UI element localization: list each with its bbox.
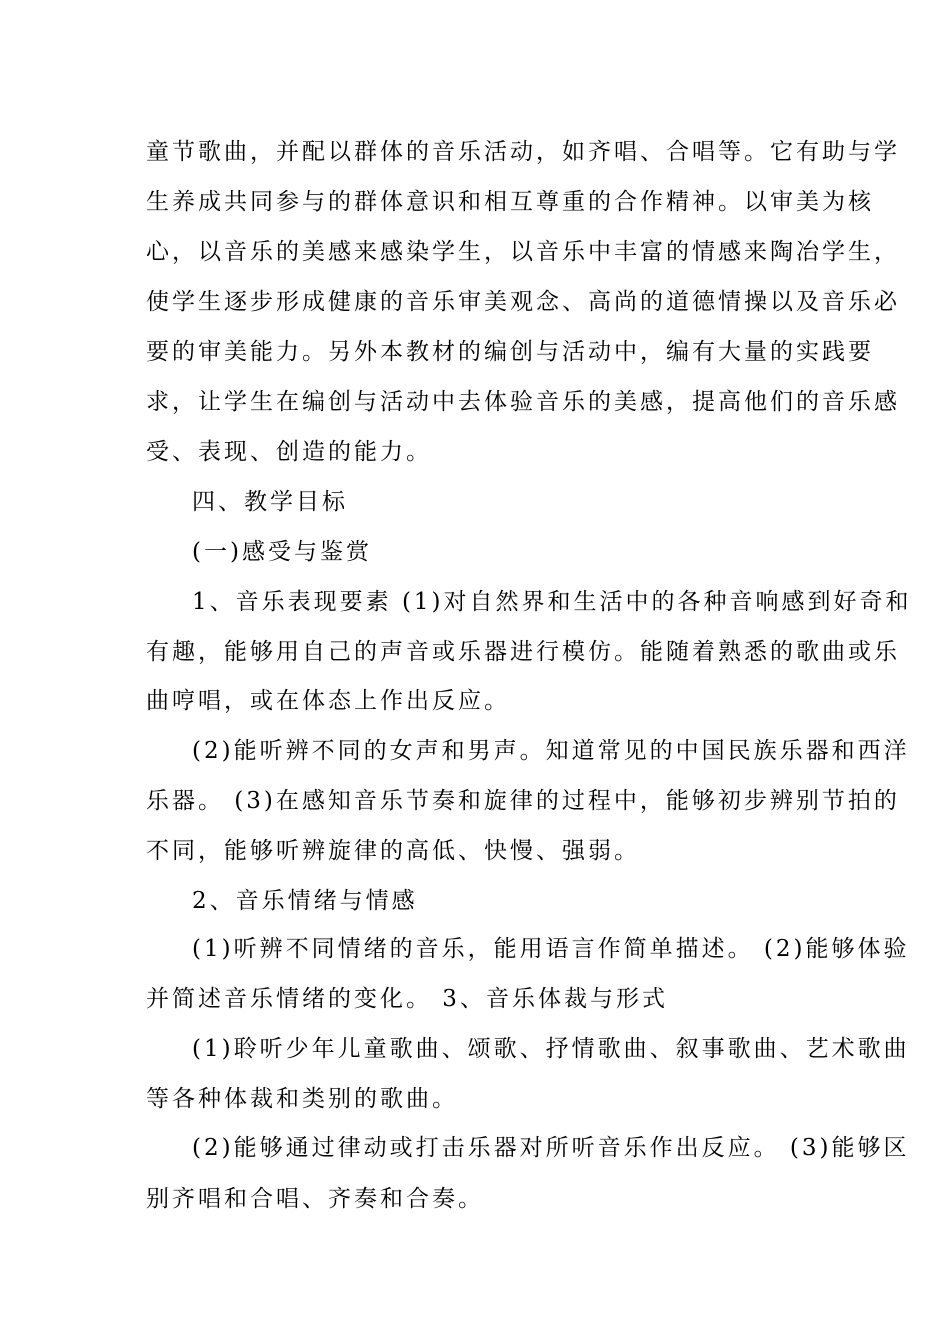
section-heading: 2、音乐情绪与情感: [192, 888, 418, 914]
paragraph-line: 求，让学生在编创与活动中去体验音乐的美感，提高他们的音乐感: [146, 389, 900, 415]
paragraph-line: 曲哼唱，或在体态上作出反应。: [146, 688, 510, 714]
paragraph-line: (1)听辨不同情绪的音乐，能用语言作简单描述。 (2)能够体验: [192, 936, 910, 962]
paragraph-line: 1、音乐表现要素 (1)对自然界和生活中的各种音响感到好奇和: [192, 589, 912, 615]
paragraph-line: 乐器。 (3)在感知音乐节奏和旋律的过程中，能够初步辨别节拍的: [146, 788, 900, 814]
paragraph-line: 使学生逐步形成健康的音乐审美观念、高尚的道德情操以及音乐必: [146, 289, 900, 315]
paragraph-line: 别齐唱和合唱、齐奏和合奏。: [146, 1186, 484, 1212]
paragraph-line: (2)能够通过律动或打击乐器对所听音乐作出反应。 (3)能够区: [192, 1135, 910, 1161]
paragraph-line: 等各种体裁和类别的歌曲。: [146, 1086, 458, 1112]
section-heading: 四、教学目标: [192, 489, 348, 515]
paragraph-line: 不同，能够听辨旋律的高低、快慢、强弱。: [146, 838, 640, 864]
paragraph-line: 要的审美能力。另外本教材的编创与活动中，编有大量的实践要: [146, 339, 874, 365]
paragraph-line: 生养成共同参与的群体意识和相互尊重的合作精神。以审美为核: [146, 189, 874, 215]
paragraph-line: 受、表现、创造的能力。: [146, 439, 432, 465]
paragraph-line: 心，以音乐的美感来感染学生，以音乐中丰富的情感来陶冶学生，: [146, 239, 900, 265]
paragraph-line: 并简述音乐情绪的变化。 3、音乐体裁与形式: [146, 986, 668, 1012]
paragraph-line: 童节歌曲，并配以群体的音乐活动，如齐唱、合唱等。它有助与学: [146, 139, 900, 165]
paragraph-line: (2)能听辨不同的女声和男声。知道常见的中国民族乐器和西洋: [192, 738, 910, 764]
paragraph-line: 有趣，能够用自己的声音或乐器进行模仿。能随着熟悉的歌曲或乐: [146, 639, 900, 665]
paragraph-line: (1)聆听少年儿童歌曲、颂歌、抒情歌曲、叙事歌曲、艺术歌曲: [192, 1036, 910, 1062]
subsection-heading: (一)感受与鉴赏: [192, 539, 372, 565]
